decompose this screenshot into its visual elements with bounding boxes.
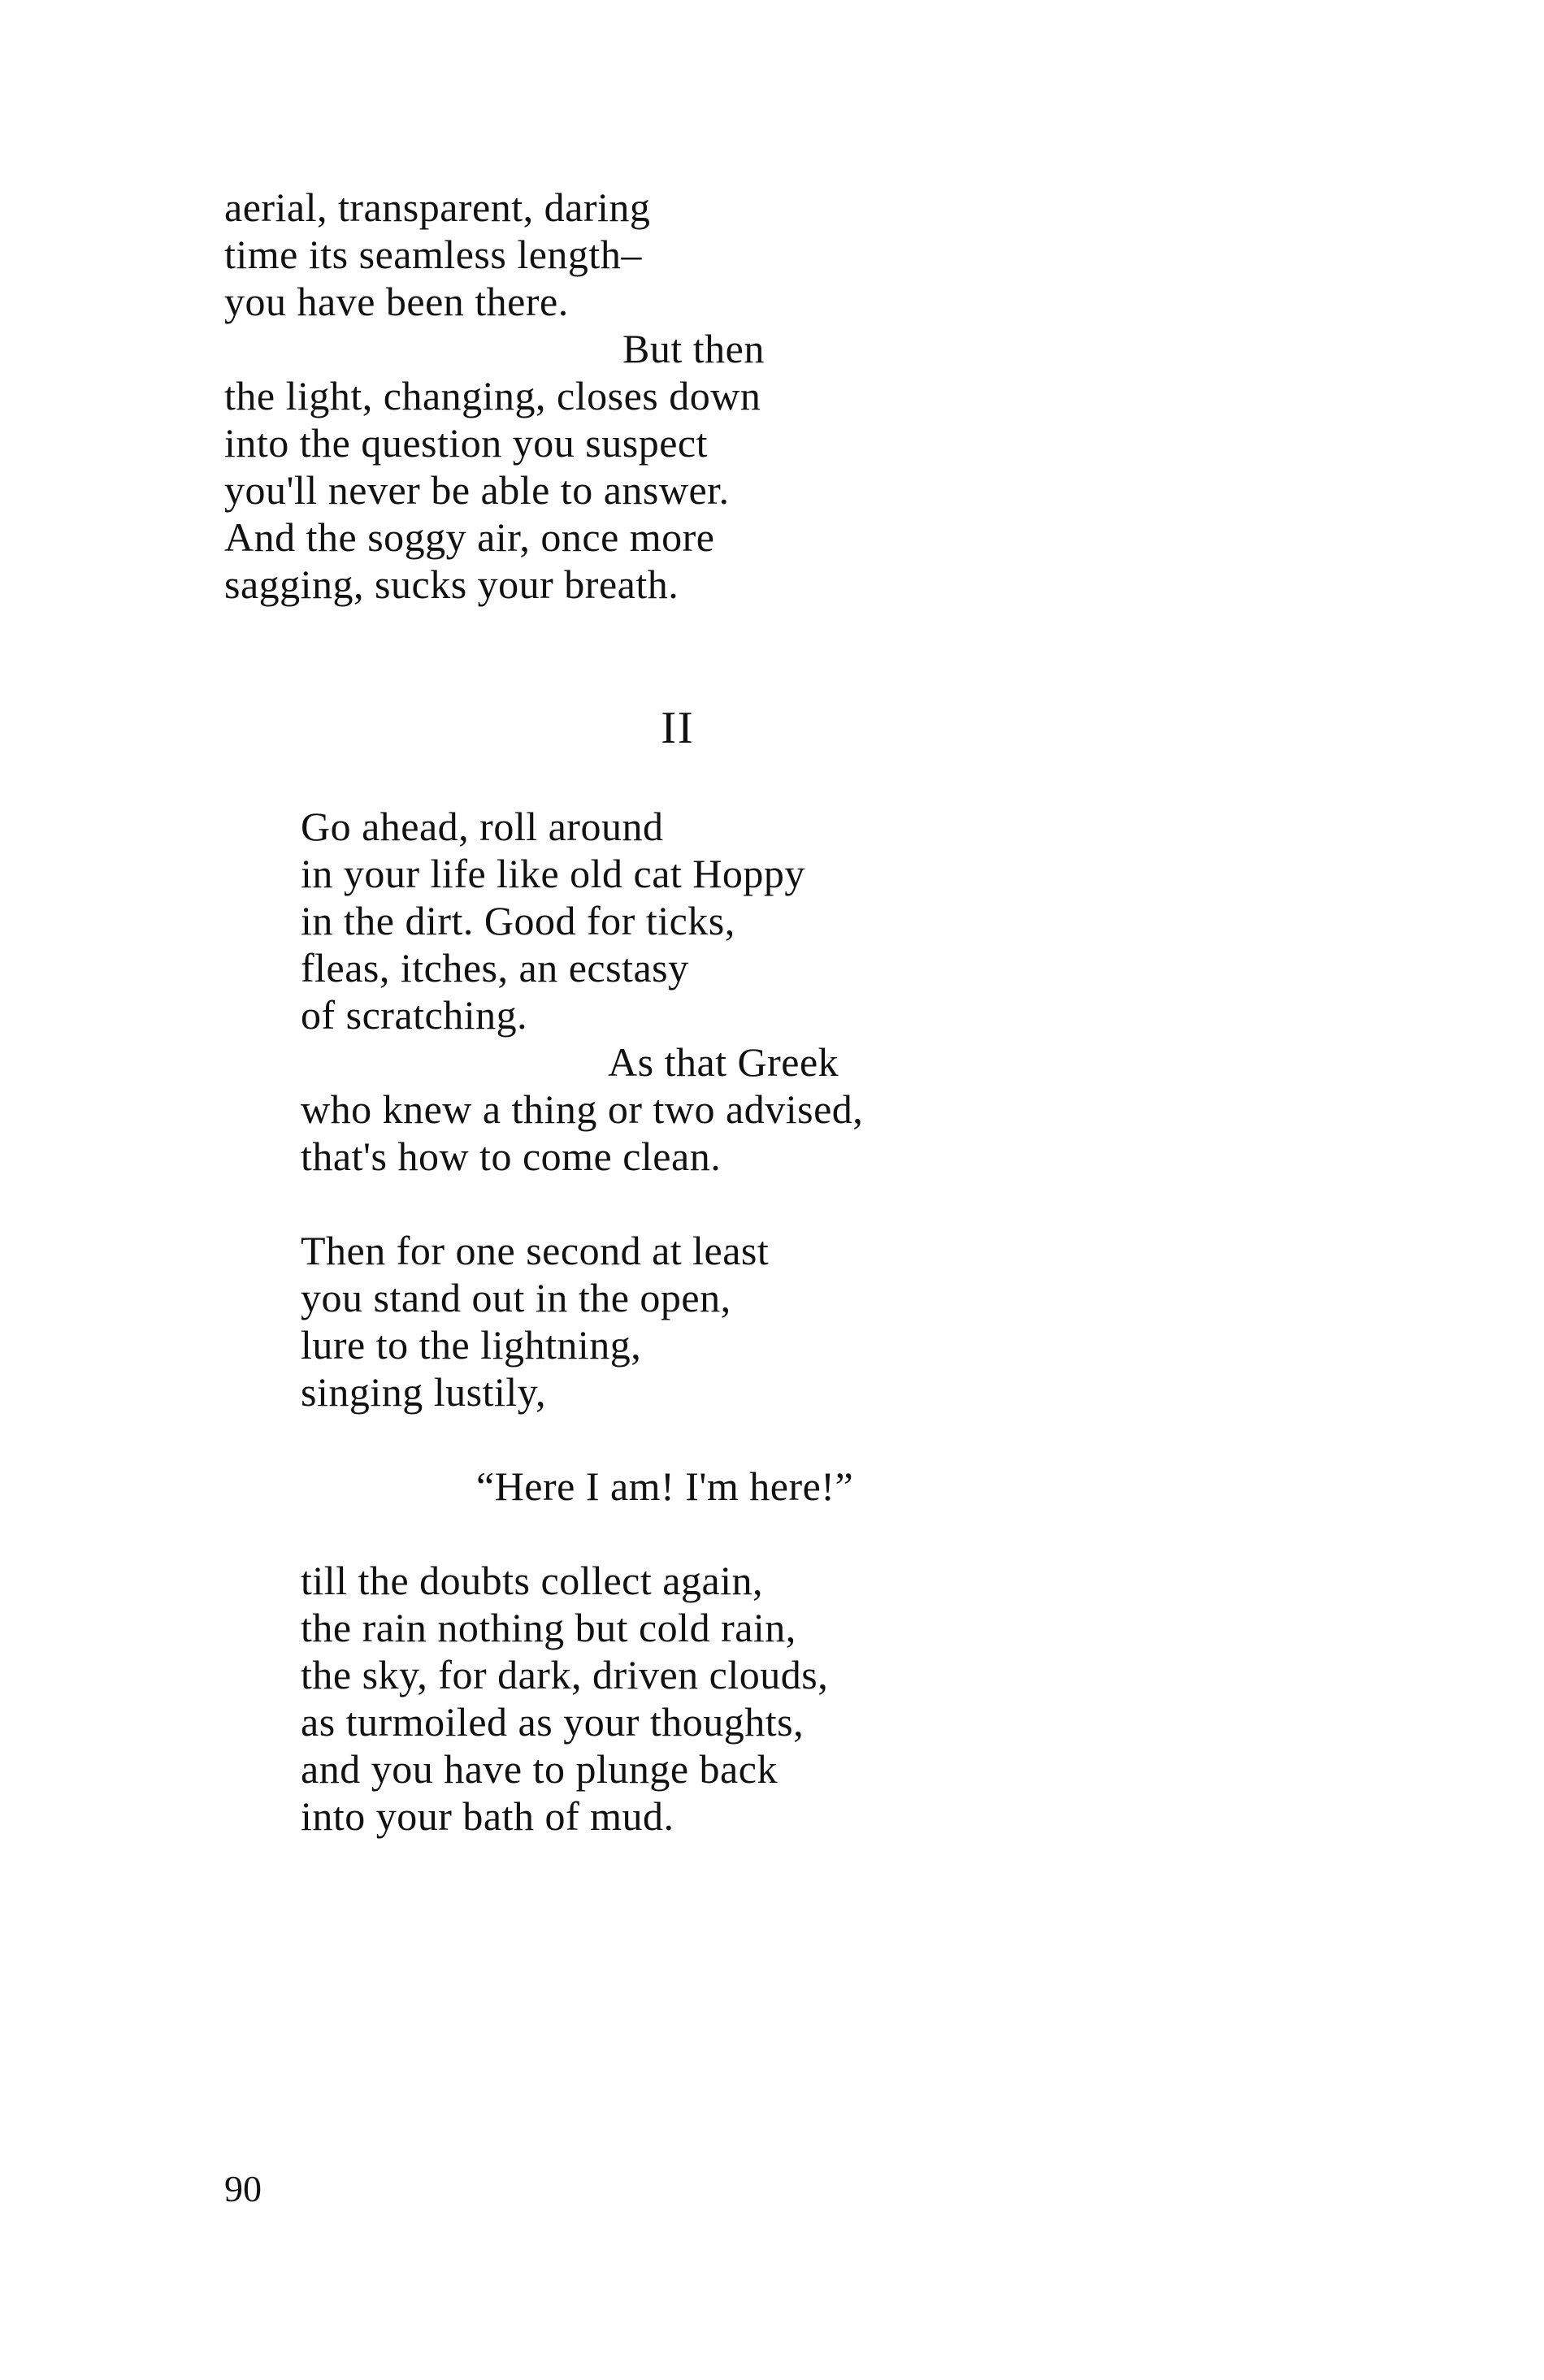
poem-line: as turmoiled as your thoughts,	[301, 1699, 805, 1745]
poem-line: of scratching.	[301, 992, 528, 1038]
poem-line: fleas, itches, an ecstasy	[301, 945, 689, 991]
poem-line: in your life like old cat Hoppy	[301, 851, 805, 896]
poem-line: the rain nothing but cold rain,	[301, 1605, 796, 1650]
poem-line: As that Greek	[608, 1039, 839, 1085]
poem-line: who knew a thing or two advised,	[301, 1086, 864, 1132]
poem-line: sagging, sucks your breath.	[224, 561, 679, 607]
poem-line: into your bath of mud.	[301, 1793, 674, 1839]
poem-line: Go ahead, roll around	[301, 804, 664, 849]
page-number: 90	[224, 2168, 262, 2209]
poem-line: till the doubts collect again,	[301, 1558, 764, 1603]
poem-line: you'll never be able to answer.	[224, 467, 730, 513]
quote-line: “Here I am! I'm here!”	[476, 1463, 854, 1509]
poem-line: time its seamless length–	[224, 232, 642, 277]
poem-line: you stand out in the open,	[301, 1275, 731, 1320]
section-heading: II	[661, 703, 695, 753]
poem-line: aerial, transparent, daring	[224, 184, 651, 230]
poem-line: into the question you suspect	[224, 420, 708, 466]
poem-line: the sky, for dark, driven clouds,	[301, 1652, 829, 1697]
poem-line: and you have to plunge back	[301, 1746, 778, 1792]
poem-line: the light, changing, closes down	[224, 373, 761, 418]
poem-line: Then for one second at least	[301, 1228, 770, 1273]
poem-line: And the soggy air, once more	[224, 514, 715, 560]
poem-line: singing lustily,	[301, 1369, 547, 1415]
poem-line: lure to the lightning,	[301, 1322, 642, 1368]
poem-line: in the dirt. Good for ticks,	[301, 898, 735, 943]
poem-line: that's how to come clean.	[301, 1134, 722, 1179]
poem-line: you have been there.	[224, 279, 569, 324]
poem-line: But then	[622, 326, 765, 371]
